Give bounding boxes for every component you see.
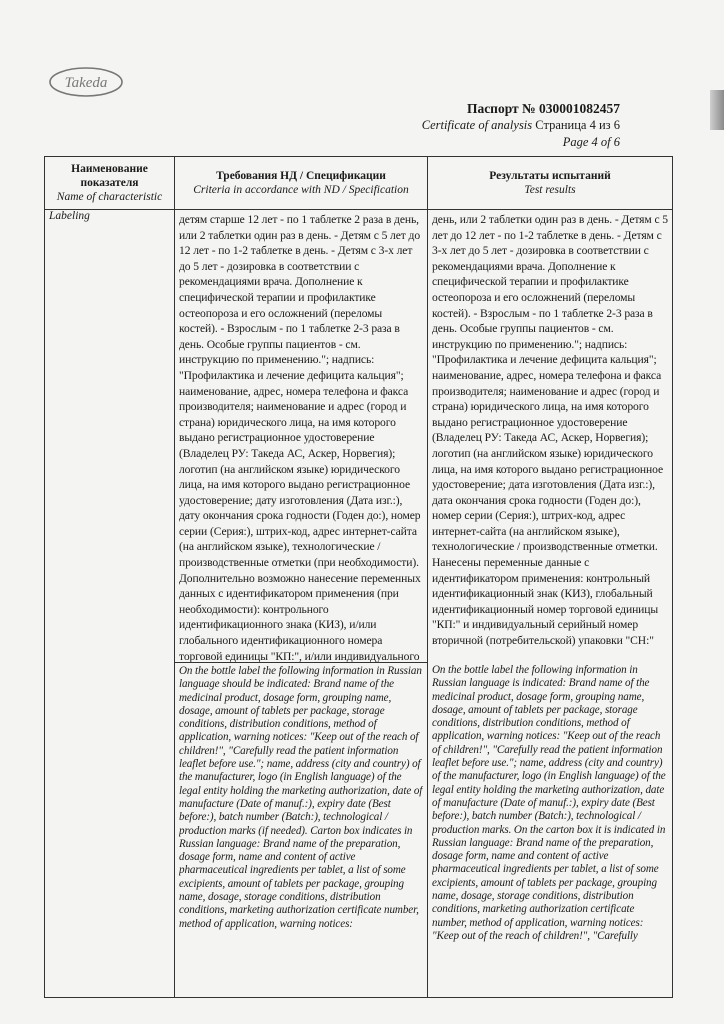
svg-text:Takeda: Takeda [64,75,108,91]
document-header [422,100,620,151]
col-spec-header [175,157,428,210]
page-en: Page 4 of 6 [562,135,620,149]
takeda-logo [48,66,124,98]
col3-en: Test results [524,184,576,196]
spec-cell [175,210,428,998]
col-result-header [428,157,673,210]
result-ru-text: день, или 2 таблетки один раз в день. - Детям с 5 лет до 12 лет - по 1-2 таблетке в день. - Детям с 3-х лет до 5 лет - дозировка в соответствии с рекомендациями врача. Дополнение к специфической терапии и профилактике остеопороза и его осложнений (переломы костей). - Взрослым - по 1 таблетке 2-3 раза в день. Особые группы пациентов - см. инструкцию по применению."; надпись: "Профилактика и лечение дефицита кальция"; наименование, адрес, номера телефона и факса производителя; наименование и адрес (город и страна) юридического лица, на имя которого выдано регистрационное удостоверение (Владелец РУ: Такеда АС, Аскер, Норвегия); логотип (на английском языке) юридического лица, на имя которого выдано регистрационное удостоверение; дата изготовления (Дата изг.:), дата окончания срока годности (Годен до:), номер серии (Серия:), штрих-код, адрес интернет-сайта (на английском языке), технологические / производственные отметки. Нанесены переменные данные с идентификатором применения: контрольный идентификационный знак (КИЗ), глобальный идентификационный номер торговой единицы "КП:" и индивидуальный серийный номер вторичной (потребительской) упаковки "СН:" [432,213,668,648]
table-header-row [45,157,673,210]
spec-ru-text: детям старше 12 лет - по 1 таблетке 2 раза в день, или 2 таблетки один раз в день. - Детям с 5 лет до 12 лет - по 1-2 таблетке в день. - Детям с 3-х лет до 5 лет - дозировка в соответствии с рекомендациями врача. Дополнение к специфической терапии и профилактике остеопороза и его осложнений (переломы костей). - Взрослым - по 1 таблетке 2-3 раза в день. Особые группы пациентов - см. инструкцию по применению."; надпись: "Профилактика и лечение дефицита кальция"; наименование, адрес, номера телефона и факса производителя; наименование и адрес (город и страна) юридического лица, на имя которого выдано регистрационное удостоверение (Владелец РУ: Такеда АС, Аскер, Норвегия); логотип (на английском языке) юридического лица, на имя которого выдано регистрационное удостоверение; дату изготовления (Дата изг.:), дату окончания срока годности (Годен до:), номер серии (Серия:), штрих-код, адрес интернет-сайта (на английском языке), технологические / производственные отметки (при необходимости). Дополнительно возможно нанесение переменных данных с идентификатором применения (при необходимости): контрольного идентификационного знака (КИЗ), и/или глобального идентификационного номера торговой единицы "КП:", и/или индивидуального [179,213,421,663]
spec-en-text: On the bottle label the following information in Russian language should be indicated: Brand name of the medicinal product, dosage form, grouping name, dosage, amount of tablets per package, storage conditions, distribution conditions, method of application, warning notices: "Keep out of the reach of children!", "Carefully read the patient information leaflet before use."; name, address (city and country) of the manufacturer, logo (in English language) of the legal entity holding the marketing authorization, date of manufacture (Date of manuf.:), expiry date (Best before:), batch number (Batch:), technological / production marks (if needed). Carton box indicates in Russian language: Brand name of the preparation, dosage form, name and content of active pharmaceutical ingredients per tablet, a list of some excipients, amount of tablets per package, grouping name, dosage, storage conditions, distribution conditions, marketing authorization certificate number, method of application, warning notices: [179,665,423,930]
page-ru: Страница 4 из 6 [535,118,620,132]
certificate-line [422,117,620,134]
col2-en: Criteria in accordance with ND / Specification [193,184,409,196]
takeda-logo-icon [48,66,124,98]
characteristic-name: Labeling [45,210,175,998]
table-row [45,210,673,998]
certificate-title: Certificate of analysis [421,118,533,132]
col1-en: Name of characteristic [56,191,163,203]
col-name-header [45,157,175,210]
col1-ru: Наименование показателя [71,163,148,189]
result-cell [428,210,673,998]
col2-ru: Требования НД / Спецификации [216,170,386,182]
passport-number: Паспорт № 030001082457 [466,101,620,116]
col3-ru: Результаты испытаний [489,170,611,182]
scan-edge [710,90,724,130]
analysis-table [44,156,673,998]
result-en-text: On the bottle label the following information in Russian language is indicated: Brand name of the medicinal product, dosage form, grouping name, dosage, amount of tablets per package, storage conditions, distribution conditions, method of application, warning notices: "Keep out of the reach of children!", "Carefully read the patient information leaflet before use."; name, address (city and country) of the manufacturer, logo (in English language) of the legal entity holding the marketing authorization, date of manufacture (Date of manuf.:), expiry date (Best before:), batch number (Batch:), technological / production marks. On the carton box it is indicated in Russian language: Brand name of the preparation, dosage form, name and content of active pharmaceutical ingredients per tablet, a list of some excipients, amount of tablets per package, grouping name, dosage, storage conditions, distribution conditions, marketing authorization certificate number, method of application, warning notices: "Keep out of the reach of children!", "Carefully [432,664,666,942]
